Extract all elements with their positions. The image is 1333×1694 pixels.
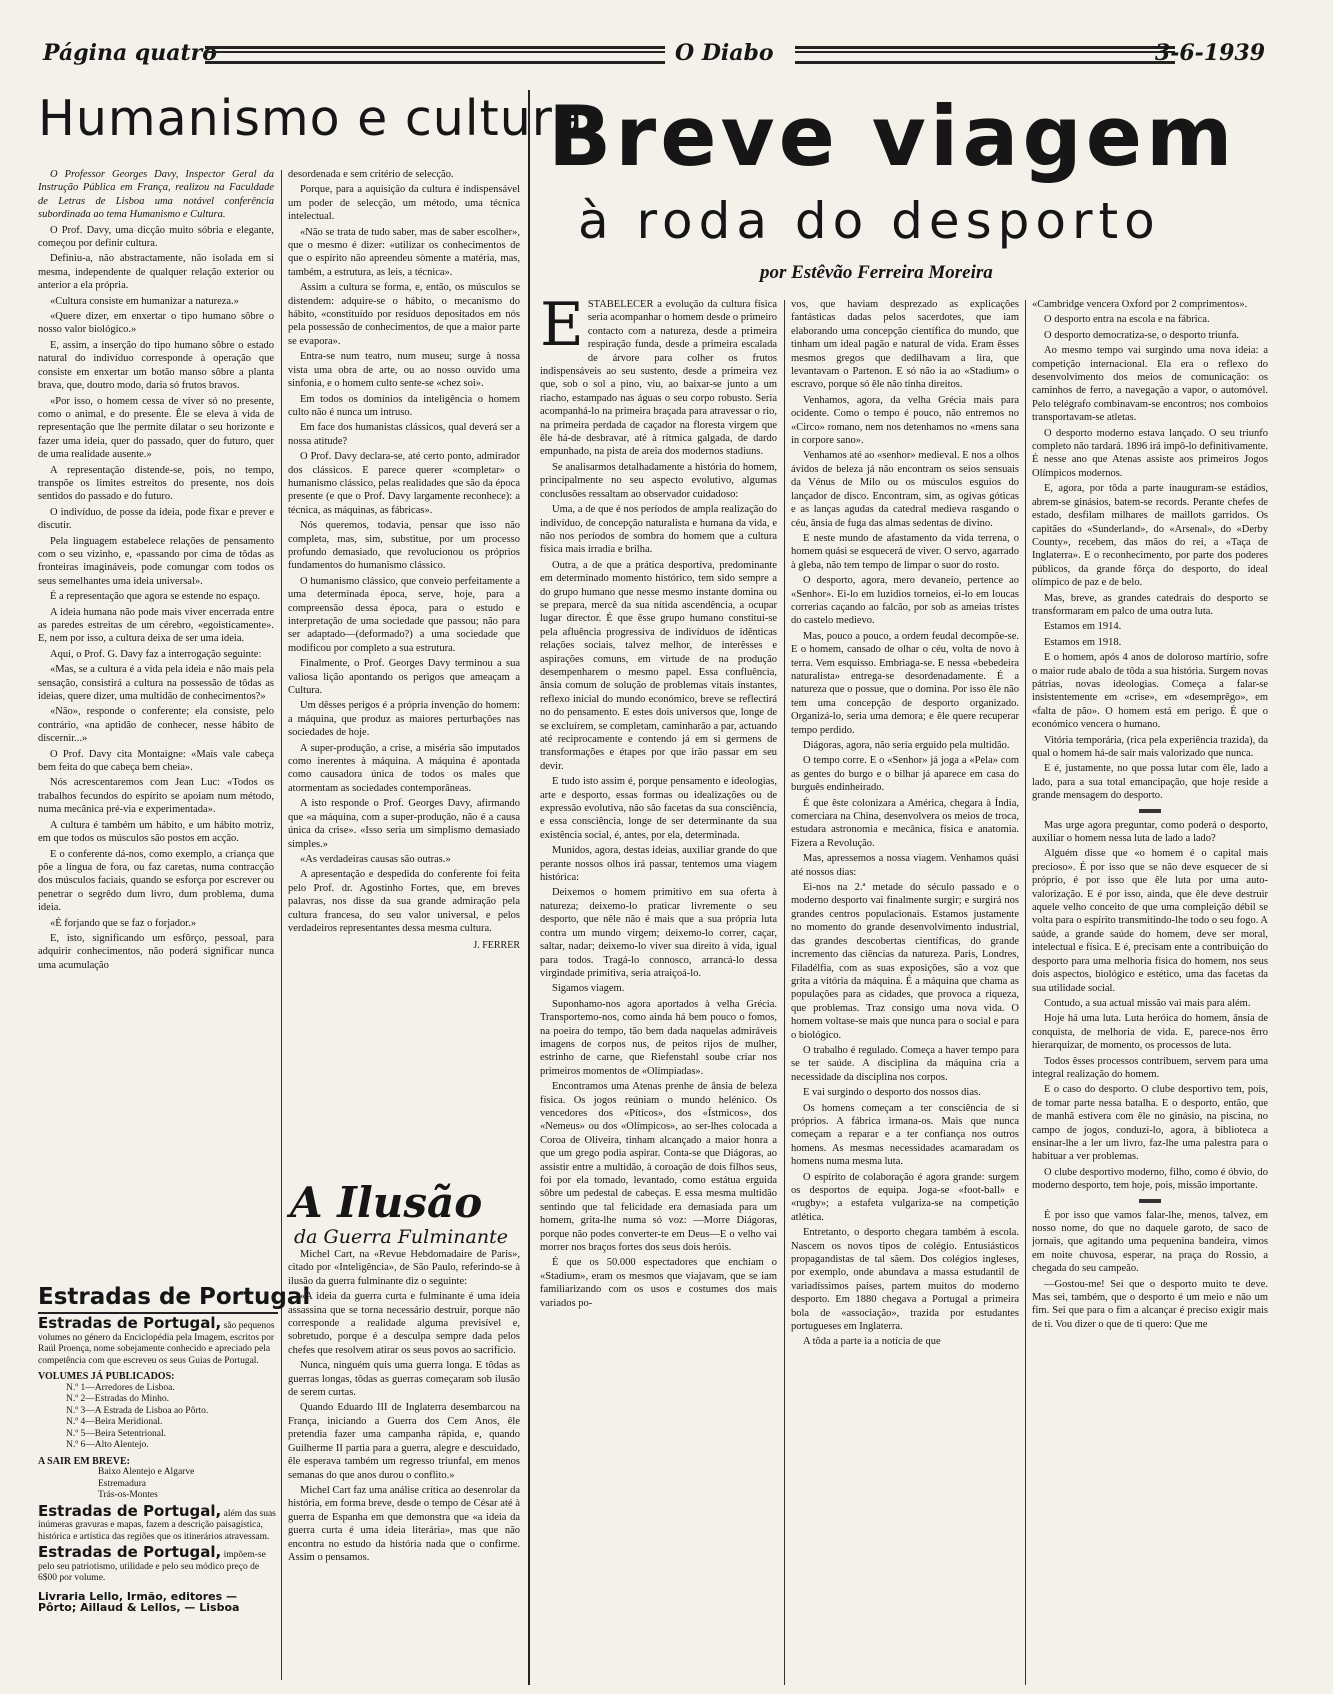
paragraph: «É forjando que se faz o forjador.»: [50, 917, 197, 929]
paragraph: A ideia humana não pode mais viver encerrada entre as paredes estreitas de um cérebro, «egoisticamente». E, nem por isso, a cultura deixa de ser uma ideia.: [38, 606, 274, 645]
paragraph: —Gostou-me! Sei que o desporto muito te deve. Mas sei, também, que o desporto é um meio e não um fim. Sei que para o fim a alcançar é preciso exigir mais de ti. Vou dizer o que de ti quero: Que me: [1032, 1278, 1268, 1330]
article-byline: por Estêvão Ferreira Moreira: [760, 262, 993, 283]
paragraph: «As verdadeiras causas são outras.»: [300, 853, 451, 865]
section-dash: [1139, 1199, 1161, 1203]
article-column-desporto-1: [540, 298, 777, 1686]
paragraph: vos, que haviam desprezado as explicações fantásticas dadas pelos sacerdotes, que iam elaborando uma concepção científica do mundo, que tinham um ideal pagão e natural de vida. Eram êsses mesmos gregos que dedilhavam a lira, que levantavam o Partenon. E só não ia ao «Stadium» o escravo, porque só êle não tinha direitos.: [791, 299, 1019, 391]
column-divider-right1: [784, 300, 785, 1685]
paragraph: Quando Eduardo III de Inglaterra desembarcou na França, iniciando a Guerra dos Cem Anos, êle pretendia fazer uma campanha rápida, e, quando Guilherme II partia para a guerra, alegre e descuidado, êle esperava também um regresso triunfal, em menos semanas do que anos durou o conflito.»: [288, 1402, 520, 1481]
paragraph: Aqui, o Prof. G. Davy faz a interrogação seguinte:: [50, 648, 262, 660]
paragraph: E neste mundo de afastamento da vida terrena, o homem quási se esquecerá de viver. O servo, agarrado à gleba, não tem tempo de limpar o suor do rosto.: [791, 532, 1019, 571]
paragraph: O indivíduo, de posse da ideia, pode fixar e prever e discutir.: [38, 506, 274, 532]
soon-label: A SAIR EM BREVE:: [38, 1455, 130, 1467]
paragraph: Hoje há uma luta. Luta heróica do homem, ânsia de conquista, de melhoria de vida. E, parece-nos êrro hierarquizar, de momento, os processos de luta.: [1032, 1013, 1268, 1052]
list-item: N.º 3—A Estrada de Lisboa ao Pôrto.: [66, 1405, 209, 1416]
paragraph: O Prof. Davy declara-se, até certo ponto, admirador dos clássicos. E parece querer «completar» o humanismo clássico, pelas realidades que são da época presente (e que o Prof. Davy largamente reconhece): a técnica, as máquinas, as fábricas».: [288, 451, 520, 516]
paragraph: desordenada e sem critério de selecção.: [288, 169, 454, 180]
paragraph: O desporto, agora, mero devaneio, pertence ao «Senhor». Ei-lo em luzidios torneios, ei-lo em loucas correrias caçando ao falcão, por sob as ameias tristes do castelo medievo.: [791, 575, 1019, 627]
advert-subtitle: Estradas de Portugal,: [38, 1543, 222, 1561]
paragraph: Ao mesmo tempo vai surgindo uma nova ideia: a competição internacional. Ela era o reflexo do desenvolvimento dos meios de comunicação: os caminhos de ferro, a navegação a vapor, o automóvel. Pelo telégrafo combinavam-se encontros; nos comboios transportavam-se atletas.: [1032, 345, 1268, 424]
paragraph: O humanismo clássico, que conveio perfeitamente a uma determinada época, serve, hoje, para a compreensão dessa época, para o estudo e interpretação de uma sociedade que passou; não para ser adaptado—(deformado?) a uma sociedade que modificou por completo a sua estrutura.: [288, 575, 520, 654]
column-divider-right2: [1025, 300, 1026, 1685]
paragraph: E, assim, a inserção do tipo humano sôbre o estado natural do indivíduo corresponde à operação que consiste em enxertar um botão manso sôbre a planta brava, que, doutro modo, daria só frutos bravos.: [38, 339, 274, 392]
paragraph: «A ideia da guerra curta e fulminante é uma ideia assassina que se torna necessário destruir, porque não corresponde a realidade alguma previsível e, sobretudo, porque é a desculpa sempre dada pelos chefes que resolvem atirar os seus povos ao sacrifício.: [288, 1291, 520, 1356]
article-column-humanismo-2: [288, 168, 520, 1168]
paragraph: «Quere dizer, em enxertar o tipo humano sôbre o nosso valor biológico.»: [38, 311, 274, 336]
article-column-humanismo-1: [38, 168, 274, 1273]
paragraph: Ei-nos na 2.ª metade do século passado e o moderno desporto vai finalmente surgir; e surgirá nos grandes centros populacionais. Estamos justamente no momento do grande desenvolvimento industrial, das grandes descobertas científicas, do grande incremento das ciências da natureza. Paris, Londres, Filadélfia, com as suas exposições, são a voz que grita a vitória da máquina. É a máquina que chama as populações para as cidades, que provoca a riqueza, que problemas. Traz consigo uma nova vida. O homem voltase-se mais que nunca para o social e para o biológico.: [791, 882, 1019, 1041]
paragraph: Encontramos uma Atenas prenhe de ânsia de beleza física. Os jogos reúniam o mundo helénico. Os vencedores dos «Píticos», dos «Ístmicos», dos «Nemeus» ou dos «Olímpicos», ao ser-lhes colocada a Coroa de Oliveira, tinham alcançado a maior honra a que um grego podia aspirar. Conta-se que Diágoras, ao assistir entre a multidão, à coroação de dois filhos seus, foi por ela tomado, levantado, como estátua erguida sôbre um pedestal de cabeças. E essa mesma multidão sentindo que tal felicidade era demasiada para um homem, grita-lhe numa só voz: —Morre Diágoras, porque não podes converter-te em Deus—E o velho vai morrer nos braços fortes dos seus dois heróis.: [540, 1081, 777, 1254]
paragraph: Venhamos, agora, da velha Grécia mais para ocidente. Como o tempo é pouco, não entremos no «Circo» romano, nem nos detenhamos no «mens sana in corpore sano».: [791, 394, 1019, 447]
paragraph: Estamos em 1918.: [1044, 636, 1122, 648]
paragraph: Mas, apressemos a nossa viagem. Venhamos quási até nossos dias:: [791, 853, 1019, 878]
paragraph: É que êste colonizara a América, chegara à Índia, comerciara na China, desenvolvera os meios de troca, estudara astronomia e mecânica, física e anatomia. Fizera a Revolução.: [791, 797, 1019, 849]
paragraph: E, agora, por tôda a parte inauguram-se estádios, abrem-se ginásios, batem-se records. Perante chefes de estado, desfilam milhares de maillots garridos. Os capitães do «Sunderland», do «Arsenal», do «Derby County», recebem, das mãos do rei, a «Taça de Inglaterra». E o reconhecimento, por parte dos poderes públicos, da grande fôrça do desporto, do ideal olímpico de paz e de belo.: [1032, 483, 1268, 589]
paragraph: E, isto, significando um esfôrço, pessoal, para adquirir conhecimentos, não poderá significar nunca uma acumulação: [38, 932, 274, 971]
paragraph: A super-produção, a crise, a miséria são imputados como inerentes à máquina. A máquina é apontada como causadora única de todos os males que atormentam as sociedades contemporâneas.: [288, 742, 520, 794]
paragraph: E é, justamente, no que possa lutar com êle, lado a lado, para a sua total emancipação, que hoje reside a grande mensagem do desporto.: [1032, 763, 1268, 802]
paragraph: O Professor Georges Davy, Inspector Geral da Instrução Pública em França, realizou na Faculdade de Letras de Lisboa uma notável conferência subordinada ao tema Humanismo e Cultura.: [38, 169, 274, 221]
paragraph: Mas, pouco a pouco, a ordem feudal decompõe-se. E o homem, cansado de olhar o céu, volta de novo à terra. Vem esquisso. Embriaga-se. E nessa «bebedeira naturalista» entrega-se desordenadamente. É a natureza que o possue, que o domina. Por isso êle não tem uma concepção de desporto organizado. Organizá-lo, seria uma demora; e êle quere recuperar tempo perdido.: [791, 630, 1019, 736]
volumes-label: VOLUMES JÁ PUBLICADOS:: [38, 1371, 175, 1382]
paragraph: A tôda a parte ia a notícia de que: [803, 1336, 941, 1348]
paragraph: «Cambridge vencera Oxford por 2 comprimentos».: [1032, 299, 1248, 310]
paragraph: «Por isso, o homem cessa de viver só no presente, como o animal, e do presente. Êle se eleva à vida de representação que lhe permite dilatar o seu horizonte e fazer uma ideia, quer do passado, quer do futuro, quer de uma realidade ausente.»: [38, 395, 274, 461]
paragraph: Michel Cart faz uma análise crítica ao desenrolar da história, em forma breve, desde o tempo de César até à guerra de Espanha em que demonstra que «a ideia da guerra curta é uma ideia literária», mas que não encontra no estudo da história nada que o confirme. Assim o pensamos.: [288, 1484, 520, 1563]
advert-text: são pequenos volumes no género da Enciclopédia pela Imagem, escritos por Raúl Proença, nome sobejamente conhecido e apreciado pela competência com que escreveu os seus Guias de Portugal.: [38, 1321, 275, 1366]
paragraph: Munidos, agora, destas ideias, auxiliar grande do que perante nossos olhos irá passar, tentemos uma viagem histórica:: [540, 845, 777, 884]
paragraph: A cultura é também um hábito, e um hábito motriz, em que todos os músculos são postos em acção.: [38, 819, 274, 845]
paragraph: O desporto moderno estava lançado. O seu triunfo completo não tardará. 1896 irá impô-lo definitivamente. É nesse ano que Atenas assiste aos primeiros Jogos Olímpicos modernos.: [1032, 427, 1268, 479]
paragraph: Nós queremos, todavia, pensar que isso não completa, mas, sim, substitue, por um processo profundo demasiado, que revolucionou os próprios fundamentos do humanismo clássico.: [288, 520, 520, 572]
article-subtitle-desporto: à roda do desporto: [578, 192, 1161, 250]
paragraph: Entretanto, o desporto chegara também à escola. Nascem os novos tipos de colégio. Entusiásticos propagandistas de tal sãem. Dos colégios ingleses, por exemplo, onde abundava a massa estudantil de variadíssimos países, partem muitos do moderno desporto. Em 1880 chegava a Portugal a primeira bola de «associação», trazida por estudantes portugueses em Inglaterra.: [791, 1227, 1019, 1333]
paragraph: O clube desportivo moderno, filho, como é óbvio, do moderno desporto, tem hoje, pois, missão importante.: [1032, 1166, 1268, 1192]
publisher-line: Livraria Lello, Irmão, editores — Pôrto; Aillaud & Lellos, — Lisboa: [38, 1589, 240, 1614]
paragraph: Uma, a de que é nos períodos de ampla realização do indivíduo, de concepção naturalista e humana da vida, e não nos períodos de sombra do homem que a cultura física mais irradia e brilha.: [540, 504, 777, 556]
paragraph: Todos êsses processos contribuem, servem para uma integral realização do homem.: [1032, 1055, 1268, 1080]
list-item: Estremadura: [98, 1478, 147, 1489]
paragraph: Michel Cart, na «Revue Hebdomadaire de Paris», citado por «Inteligência», de São Paulo, referindo-se à ilusão da guerra fulminante diz o seguinte:: [288, 1249, 520, 1287]
paragraph: Entra-se num teatro, num museu; surge à nossa vista uma obra de arte, ou ao nosso ouvido uma sinfonia, e o homem culto sente-se «chez soi».: [288, 351, 520, 390]
paragraph: Se analisarmos detalhadamente a história do homem, principalmente no seu aspecto evolutivo, algumas conclusões ressaltam ao observador cuidadoso:: [540, 461, 777, 500]
paragraph: E vai surgindo o desporto dos nossos dias.: [803, 1087, 981, 1099]
page-header: [35, 38, 1265, 72]
paragraph: Diágoras, agora, não seria erguido pela multidão.: [803, 740, 1010, 751]
advert-text: além das suas inúmeras gravuras e mapas, fazem a descrição paisagística, histórica e artística das regiões que os itinerários atravessam.: [38, 1508, 276, 1542]
paragraph: O Prof. Davy, uma dicção muito sóbria e elegante, começou por definir cultura.: [38, 224, 274, 250]
paragraph: Contudo, a sua actual missão vai mais para além.: [1044, 997, 1251, 1009]
list-item: Baixo Alentejo e Algarve: [98, 1467, 195, 1477]
paragraph: É a representação que agora se estende no espaço.: [50, 591, 261, 603]
list-item: Trás-os-Montes: [98, 1490, 158, 1500]
paragraph: O desporto entra na escola e na fábrica.: [1044, 314, 1210, 326]
paragraph: Deixemos o homem primitivo em sua oferta à natureza; deixemo-lo praticar livremente o seu desporto, que nêle não é mais que a sua própria luta contra um mundo virgem; deixemo-lo correr, caçar, saltar, nadar; deixemo-lo viver sua direito à vida, igual para todos. Tragá-lo connosco, arrancá-lo dessa virgindade primitiva, seria atraiçoá-lo.: [540, 887, 777, 979]
paragraph: E o homem, após 4 anos de doloroso martírio, sofre o maior rude abalo de tôda a sua história. Surgem novas pátrias, novas ideologias. Começa a falar-se insistentemente em «crise», em «desemprêgo», em «falta de pão». O homem está em perigo. É que o económico vencera o humano.: [1032, 652, 1268, 731]
paragraph: Alguém disse que «o homem é o capital mais precioso». É por isso que se não deve esquecer de si próprio, é por isso que êle luta por uma auto-valorização. E é por isso, ainda, que êle deve destruir aquele velho conceito de que uma compleição débil se volta para o espírito transmitindo-lhe todo o seu fogo. A saúde, a grande saúde do homem, deve ser moral, intelectual e física. E é, precisam ente a contribuição do desporto para uma melhoria física do homem, nos seus dois aspectos, biológico e estético, uma das facetas da sua utilidade social.: [1032, 848, 1268, 994]
author-signature: J. FERRER: [473, 940, 520, 952]
paragraph: A apresentação e despedida do conferente foi feita pelo Prof. dr. Agostinho Fortes, que, em breves palavras, nos disse da sua grande admiração pela cultura francesa, do seu valor universal, e pelos verdadeiros representantes dessa mesma cultura.: [288, 869, 520, 934]
paragraph: Mas urge agora preguntar, como poderá o desporto, auxiliar o homem nessa luta de lado a lado?: [1032, 819, 1268, 845]
paragraph: «Não se trata de tudo saber, mas de saber escolher», que o mesmo é dizer: «utilizar os conhecimentos de que o espírito não apreendeu sòmente a matéria, mas, também, a estrutura, as leis, a técnica».: [288, 226, 520, 278]
advert-subtitle: Estradas de Portugal,: [38, 1314, 222, 1332]
list-item: N.º 5—Beira Setentrional.: [66, 1428, 167, 1439]
paragraph: Os homens começam a ter consciência de si próprios. A fábrica irmana-os. Mais que nunca começam a reparar e a ter confiança nos outros homens. As mesmas necessidades acamaradam os homens numa mesma luta.: [791, 1102, 1019, 1168]
paragraph: Nunca, ninguém quis uma guerra longa. E tôdas as guerras longas, tôdas as guerras começaram sob ilusão de serem curtas.: [288, 1360, 520, 1399]
paragraph: O trabalho é regulado. Começa a haver tempo para se ter saúde. A disciplina da máquina cria a necessidade da disciplina nos corpos.: [791, 1044, 1019, 1083]
paragraph: Nós acrescentaremos com Jean Luc: «Todos os trabalhos fecundos do espírito se apoiam num método, numa mecânica pré-via e experimentada».: [38, 777, 274, 816]
page-label: Página quatro: [43, 40, 217, 66]
illusao-body: [288, 1248, 520, 1683]
paragraph: Outra, a de que a prática desportiva, predominante em determinado momento histórico, tem sido sempre a do grupo humano que nesse mesmo instante domina ou se prepara, mercê da sua nítida ascendência, a ocupar lugar director. É que êsse grupo humano constitui-se pela afluência progressiva de indivíduos de idênticas relações sociais, talvez melhor, de interêsses e aspirações comuns, em virtude de na produção desempenharem o mesmo papel. Essa confluência, ânsia comum de solução de problemas vitais instantes, reflexo inicial do mundo económico, breve se reflectirá no do pensamento. E estes dois universos que, longe de se excluírem, se completam, caminharão a par, actuando até reciprocamente e contendo já em si germens de transformações e étapes por que irão passar em seu devir.: [540, 559, 777, 772]
paragraph: Um dêsses perigos é a própria invenção do homem: a máquina, que produz as maiores perturbações nas sociedades de hoje.: [288, 700, 520, 739]
drop-cap: E: [540, 298, 584, 360]
header-rule-left: [205, 46, 665, 64]
paragraph: «Não», responde o conferente; ela consiste, pelo contrário, «na aptidão de conhecer, nesse hábito de discernir...»: [38, 706, 274, 745]
paragraph: Sigamos viagem.: [552, 983, 625, 995]
advert-title: Estradas de Portugal: [38, 1282, 278, 1314]
paragraph: O espírito de colaboração é agora grande: surgem os desportos de equipa. Joga-se «foot-ball» e «rugby»; a estafeta vulgariza-se na competição atlética.: [791, 1171, 1019, 1223]
paragraph: «Cultura consiste em humanizar a natureza.»: [50, 295, 239, 307]
advert-subtitle: Estradas de Portugal,: [38, 1501, 222, 1520]
paragraph: Em face dos humanistas clássicos, qual deverá ser a nossa atitude?: [288, 422, 520, 447]
paragraph: Assim a cultura se forma, e, então, os músculos se distendem: adquire-se o hábito, o mecanismo do hábito, «constituído por resíduos depositados em nós pela possessão de conhecimentos, de que a maior parte se evapora».: [288, 282, 520, 347]
paragraph: Finalmente, o Prof. Georges Davy terminou a sua valiosa lição apontando os perigos que ameaçam a Cultura.: [288, 658, 520, 697]
paragraph: Em todos os domínios da inteligência o homem culto não é nunca um intruso.: [288, 393, 520, 418]
column-divider-main: [528, 90, 530, 1685]
article-column-desporto-3: [1032, 298, 1268, 1686]
paragraph: A isto responde o Prof. Georges Davy, afirmando que «a máquina, com a super-produção, não é a causa única da crise». «Isso seria um simplismo demasiado simples.»: [288, 798, 520, 850]
paragraph: É que os 50.000 espectadores que enchiam o «Stadium», eram os mesmos que viajavam, que se iam familiarizando com os usos e costumes dos mais variados po-: [540, 1257, 777, 1309]
paragraph: É por isso que vamos falar-lhe, menos, talvez, em nosso nome, do que no daquele garoto, de saco de jornais, que agitando uma pequenina bandeira, vimos em noite chuvosa, esperar, na praça do Rossio, a chegada do seu campeão.: [1032, 1209, 1268, 1275]
paragraph: E o conferente dá-nos, como exemplo, a criança que põe a língua de fora, ou faz caretas, numa contracção dos músculos faciais, quando se esforça por escrever ou penetrar o segrêdo dum livro, dum problema, duma ideia.: [38, 848, 274, 914]
list-item: N.º 6—Alto Alentejo.: [66, 1440, 149, 1450]
illusao-subtitle: da Guerra Fulminante: [294, 1226, 508, 1248]
advert-text: impõem-se pelo seu patriotismo, utilidade e pelo seu módico preço de 6$00 por volume.: [38, 1550, 266, 1583]
illusao-article: [290, 1180, 530, 1248]
illusao-title: A Ilusão: [290, 1178, 483, 1227]
paragraph: O tempo corre. E o «Senhor» já joga a «Pela» com as gentes do burgo e o bilhar já aparece em casa do burguês endinheirado.: [791, 755, 1019, 794]
section-dash: [1139, 809, 1161, 813]
paragraph: Suponhamo-nos agora aportados à velha Grécia. Transportemo-nos, como ainda há bem pouco o fomos, na poeira do tempo, tão bem dada naquelas admiráveis imagens de corpos nus, de peitos rijos de mulher, estrinho de carne, que Riefenstahl soube criar nos primeiros momentos de «Olímpiadas».: [540, 998, 777, 1077]
paragraph: Definiu-a, não abstractamente, não isolada em si mesma, independente de qualquer relação exterior ou anterior a ela própria.: [38, 253, 274, 292]
paragraph: O desporto democratiza-se, o desporto triunfa.: [1044, 329, 1240, 341]
paragraph: Porque, para a aquisição da cultura é indispensável um poder de selecção, um método, uma técnica intelectual.: [288, 184, 520, 223]
column-divider-left: [281, 170, 282, 1680]
list-item: N.º 4—Beira Meridional.: [66, 1417, 163, 1427]
list-item: N.º 1—Arredores de Lisboa.: [66, 1382, 175, 1393]
paragraph: O Prof. Davy cita Montaigne: «Mais vale cabeça bem feita do que cabeça bem cheia».: [38, 748, 274, 774]
paragraph: Pela linguagem estabelece relações de pensamento com o seu vizinho, e, «passando por cima de tôdas as fronteiras imagináveis, pode comungar com todos os seus semelhantes uma ideia universal».: [38, 535, 274, 587]
paragraph: STABELECER a evolução da cultura física seria acompanhar o homem desde o primeiro contacto com a natureza, desde a primeira respiração funda, desde a primeira escalada de árvore para colher os frutos indispensáveis ao seu sustento, desde a primeira vez que, sob o sol a pino, viu, ao baixar-se junto a um riacho, estampado nas águas o seu corpo robusto. Seria acompanhá-lo na primeira braçada para atravessar o rio, na primeira perdada de caçador na floresta virgem que êle há-de desbravar, até à rítmica galgada, de dardo empunhado, na pista de areia dos modernos stadiuns.: [540, 299, 777, 458]
article-title-breve-viagem: Breve viagem: [548, 88, 1237, 185]
paragraph: E o caso do desporto. O clube desportivo tem, pois, de tomar parte nessa batalha. E o desporto, então, que de manhã estivera com êle no ginásio, na piscina, no campo de jogos, conduzi-lo, agora, à biblioteca a ensinar-lhe a ler um livro, faz-lhe uma palestra para o habituar a ver problemas.: [1032, 1084, 1268, 1163]
paragraph: Venhamos até ao «senhor» medieval. E nos a olhos ávidos de beleza já não encontram os seios sensuais da Vénus de Milo ou os músculos esguios do lançador de disco. Encontram, sim, as ogivas góticas e as lanças agudas da catedral medieva rasgando o céu, ânsia de fuga das almas sedentas de divino.: [791, 450, 1019, 529]
estradas-advertisement: [38, 1282, 311, 1614]
issue-date: 3-6-1939: [1154, 40, 1265, 66]
header-rule-right: [795, 46, 1175, 64]
paragraph: E tudo isto assim é, porque pensamento e ideologias, arte e desporto, essas formas ou idealizações ou de expressão evolutiva, não são facetas da sua consciência, e essa consciência, longe de ser determinante da sua existência social, é, antes, por ela, determinada.: [540, 776, 777, 841]
paragraph: Vitória temporária, (rica pela experiência trazida), da qual o homem há-de sair mais valorizado que nunca.: [1032, 734, 1268, 759]
list-item: N.º 2—Estradas do Minho.: [66, 1394, 169, 1404]
paper-name: O Diabo: [675, 40, 774, 66]
paragraph: Estamos em 1914.: [1044, 621, 1122, 633]
article-column-desporto-2: [791, 298, 1019, 1686]
paragraph: Mas, breve, as grandes catedrais do desporto se transformaram em palco de uma outra luta.: [1032, 592, 1268, 617]
article-title-humanismo: Humanismo e cultura: [38, 90, 584, 147]
paragraph: A representação distende-se, pois, no tempo, transpõe os limites estreitos do presente, nos dois sentidos do passado e do futuro.: [38, 464, 274, 503]
paragraph: «Mas, se a cultura é a vida pela ideia e não mais pela sensação, consistirá a cultura na possessão de tôdas as ideias, quere dizer, uma multidão de conhecimentos?»: [38, 664, 274, 703]
